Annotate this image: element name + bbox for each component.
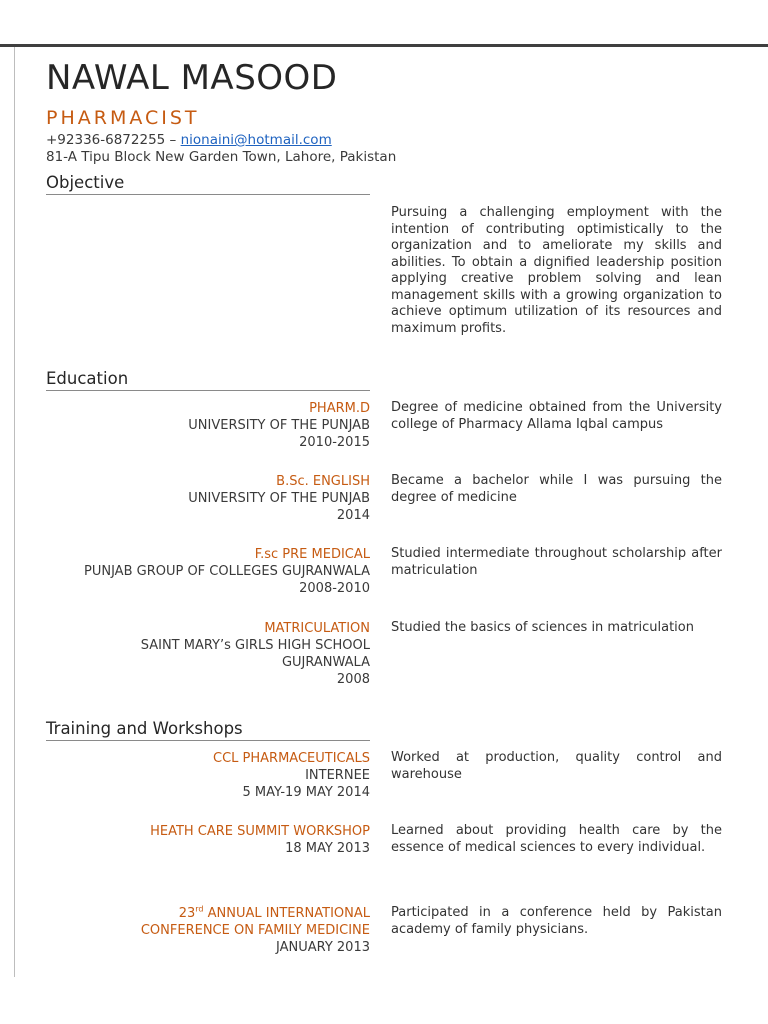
title-number: 23 (178, 906, 196, 921)
education-entry-left (46, 620, 370, 688)
degree-name: MATRICULATION (264, 621, 370, 636)
institution-name: UNIVERSITY OF THE PUNJAB (188, 491, 370, 506)
title-line-1: ANNUAL INTERNATIONAL (203, 906, 370, 921)
training-heading: Training and Workshops (46, 719, 370, 741)
education-entry-left (46, 400, 370, 451)
education-years: 2008-2010 (299, 581, 370, 596)
education-years: 2014 (336, 508, 370, 523)
page-top-border (0, 44, 768, 47)
training-title (46, 905, 370, 922)
training-role: INTERNEE (305, 768, 370, 783)
objective-text: Pursuing a challenging employment with the intention of contributing optimistically to the organization and to ameliorate my skills and abilities. To obtain a dignified leadership position applying creative problem solving and lean management skills with a growing organization to achieve optimum utilization of its resources and maximum profits. (391, 205, 722, 336)
education-years: 2008 (336, 672, 370, 687)
education-years: 2010-2015 (299, 435, 370, 450)
page-left-border (14, 47, 15, 977)
training-date: JANUARY 2013 (276, 940, 370, 955)
training-entry-left (46, 750, 370, 801)
candidate-title: PHARMACIST (46, 107, 200, 129)
education-description: Became a bachelor while I was pursuing the degree of medicine (391, 473, 722, 505)
training-description: Participated in a conference held by Pakistan academy of family physicians. (391, 905, 722, 937)
training-entry-left (46, 823, 370, 857)
training-title: CCL PHARMACEUTICALS (213, 751, 370, 766)
contact-block (46, 132, 396, 166)
objective-heading: Objective (46, 173, 370, 195)
institution-city: GUJRANWALA (281, 655, 370, 670)
institution-name: UNIVERSITY OF THE PUNJAB (188, 418, 370, 433)
education-entry-left (46, 546, 370, 597)
degree-name: B.Sc. ENGLISH (276, 474, 370, 489)
training-title-line-2: CONFERENCE ON FAMILY MEDICINE (140, 923, 370, 938)
address: 81-A Tipu Block New Garden Town, Lahore, Pakistan (46, 149, 397, 165)
training-date: 18 MAY 2013 (285, 841, 370, 856)
contact-line (46, 132, 396, 149)
training-description: Worked at production, quality control and warehouse (391, 750, 722, 782)
contact-separator: – (165, 132, 181, 148)
degree-name: F.sc PRE MEDICAL (254, 547, 370, 562)
training-date: 5 MAY-19 MAY 2014 (242, 785, 370, 800)
institution-name: SAINT MARY’s GIRLS HIGH SCHOOL (140, 638, 370, 653)
training-description: Learned about providing health care by the essence of medical sciences to every individual. (391, 823, 722, 855)
training-title: HEATH CARE SUMMIT WORKSHOP (150, 824, 370, 839)
candidate-name: NAWAL MASOOD (46, 58, 338, 98)
institution-name: PUNJAB GROUP OF COLLEGES GUJRANWALA (84, 564, 370, 579)
degree-name: PHARM.D (309, 401, 370, 416)
education-description: Studied intermediate throughout scholarship after matriculation (391, 546, 722, 578)
phone-number: +92336-6872255 (46, 132, 166, 148)
education-entry-left (46, 473, 370, 524)
email-link[interactable]: nionaini@hotmail.com (180, 132, 332, 148)
education-heading: Education (46, 369, 370, 391)
education-description: Degree of medicine obtained from the University college of Pharmacy Allama Iqbal campus (391, 400, 722, 432)
title-superscript: rd (195, 904, 204, 914)
education-description: Studied the basics of sciences in matriculation (391, 620, 694, 635)
training-entry-left (46, 905, 370, 956)
